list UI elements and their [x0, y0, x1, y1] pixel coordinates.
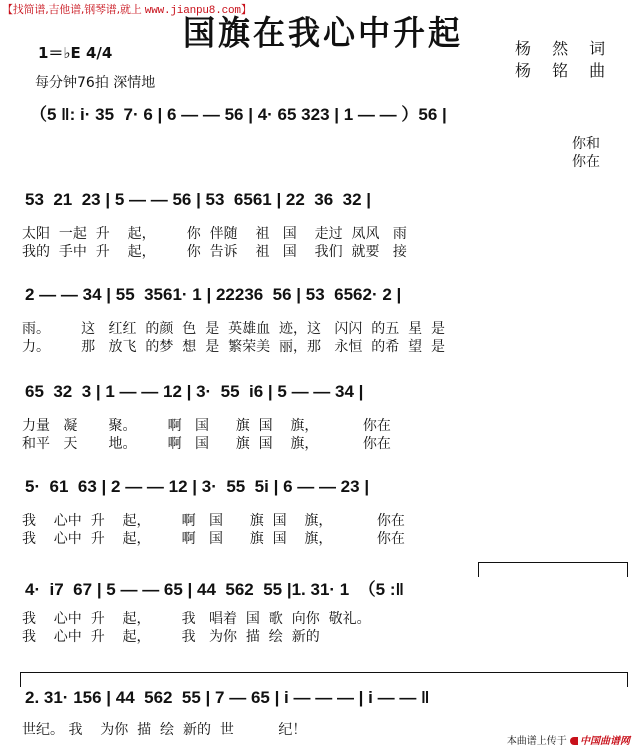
- notation-line: [0, 100, 640, 126]
- notes-text: （5 ‖: i· 35 7· 6 | 6 — — 56 | 4· 65 323 | 1 — — ）56 |: [30, 105, 447, 124]
- notation-line: [0, 477, 640, 503]
- notes-text: 2 — — 34 | 55 3561· 1 | 22236 56 | 53 6562· 2 |: [25, 285, 402, 304]
- composer: 杨 铭 曲: [515, 61, 614, 80]
- song-title: 国旗在我心中升起: [183, 13, 464, 54]
- notes-text: 65 32 3 | 1 — — 12 | 3· 55 i6 | 5 — — 34 |: [25, 382, 364, 401]
- notation-line: [0, 382, 640, 408]
- lyricist: 杨 然 词: [515, 39, 614, 58]
- banner-url-link[interactable]: www.jianpu8.com: [144, 5, 241, 17]
- banner-text: 【找简谱,吉他谱,钢琴谱,就上: [2, 3, 145, 16]
- notation-line: [0, 575, 640, 601]
- key-signature: 1＝♭E 4/4: [38, 44, 113, 62]
- notes-text: 53 21 23 | 5 — — 56 | 53 6561 | 22 36 32 |: [25, 190, 372, 209]
- second-ending-bracket: [20, 672, 628, 687]
- watermark-text: 本曲谱上传于: [506, 736, 567, 747]
- notes-text: 4· i7 67 | 5 — — 65 | 44 562 55 |1. 31· 1 （5 :‖: [25, 580, 404, 599]
- notes-text: 5· 61 63 | 2 — — 12 | 3· 55 5i | 6 — — 23 |: [25, 477, 370, 496]
- banner-close-bracket: 】: [240, 3, 252, 16]
- site-logo-text: 中国曲谱网: [580, 736, 630, 747]
- upload-watermark: [507, 732, 630, 747]
- notes-text: 2. 31· 156 | 44 562 55 | 7 — 65 | i — — — | i — — ‖: [25, 688, 430, 707]
- tempo-marking: 每分钟76拍 深情地: [35, 75, 156, 91]
- notation-line: [0, 190, 640, 216]
- site-logo-icon: [570, 737, 578, 745]
- notation-line: [0, 688, 640, 714]
- notation-line: [0, 285, 640, 311]
- credits: [515, 38, 613, 82]
